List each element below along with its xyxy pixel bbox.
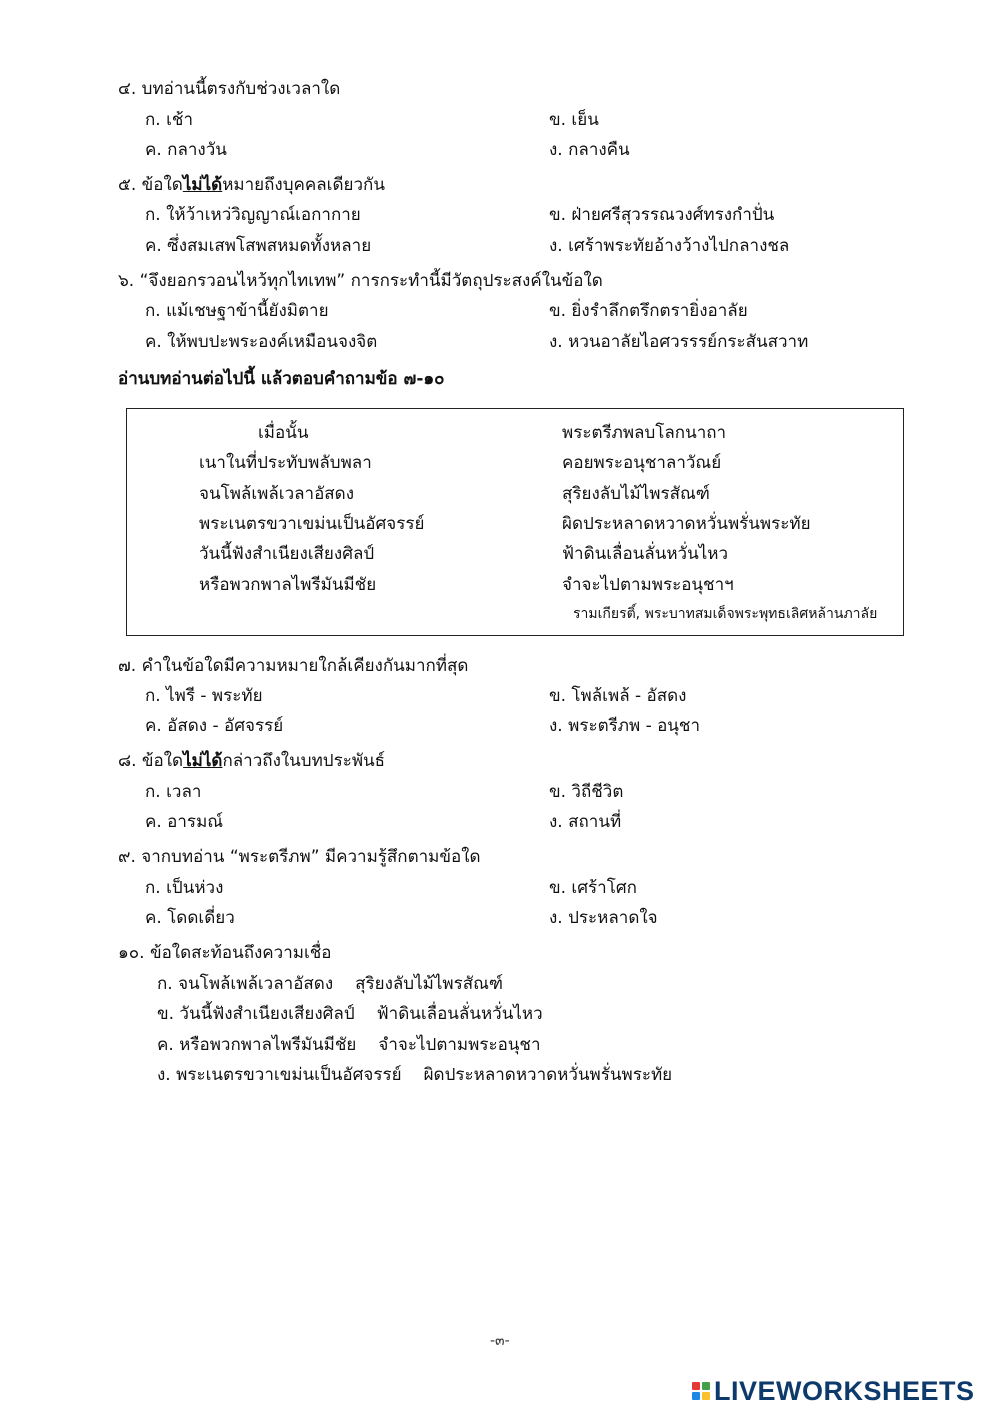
poem-left-line-4: พระเนตรขวาเขม่นเป็นอัศจรรย์ [199,514,425,534]
question-5-option-b[interactable]: ข. ฝ่ายศรีสุวรรณวงศ์ทรงกำปั่น [549,205,775,225]
question-8-stem-post: กล่าวถึงในบทประพันธ์ [222,751,386,771]
question-6-option-d[interactable]: ง. หวนอาลัยไอศวรรรย์กระสันสวาท [549,332,809,352]
poem-citation: รามเกียรติ์, พระบาทสมเด็จพระพุทธเลิศหล้านภาลัย [573,606,878,622]
question-9-option-a[interactable]: ก. เป็นห่วง [145,878,224,898]
question-10-stem: ๑๐. ข้อใดสะท้อนถึงความเชื่อ [118,943,332,963]
question-10-option-a[interactable] [157,973,503,995]
question-5-option-d[interactable]: ง. เศร้าพระทัยอ้างว้างไปกลางชล [549,236,790,256]
question-4-option-d[interactable]: ง. กลางคืน [549,140,630,160]
liveworksheets-logo [692,1376,975,1406]
logo-badge-icon [692,1382,710,1400]
poem-left-line-1: เมื่อนั้น [258,423,309,443]
question-8-stem-pre: ๘. ข้อใด [118,751,184,771]
logo-text: LIVEWORKSHEETS [714,1375,975,1406]
question-5-stem-emphasis: ไม่ได้ [182,175,223,195]
question-7-option-a[interactable]: ก. ไพรี - พระทัย [145,686,263,706]
question-6-option-c[interactable]: ค. ให้พบปะพระองค์เหมือนจงจิต [145,332,378,352]
question-5-option-a[interactable]: ก. ให้ว้าเหว่วิญญาณ์เอกากาย [145,205,361,225]
poem-right-line-3: สุริยงลับไม้ไพรสัณฑ์ [562,484,710,504]
question-8-option-c[interactable]: ค. อารมณ์ [145,812,224,832]
question-5-option-c[interactable]: ค. ซึ่งสมเสพโสพสหมดทั้งหลาย [145,236,372,256]
poem-left-line-5: วันนี้ฟังสำเนียงเสียงศิลป์ [199,544,375,564]
poem-left-line-3: จนโพล้เพล้เวลาอัสดง [199,484,355,504]
question-4-option-b[interactable]: ข. เย็น [549,110,599,130]
question-8-option-a[interactable]: ก. เวลา [145,782,202,802]
question-8-option-d[interactable]: ง. สถานที่ [549,812,622,832]
poem-right-line-2: คอยพระอนุชาลาวัณย์ [562,453,722,473]
poem-right-line-4: ผิดประหลาดหวาดหวั่นพรั่นพระทัย [562,514,811,534]
question-4-stem: ๔. บทอ่านนี้ตรงกับช่วงเวลาใด [118,79,341,99]
question-7-stem: ๗. คำในข้อใดมีความหมายใกล้เคียงกันมากที่สุด [118,656,469,676]
question-10-option-c-first: ค. หรือพวกพาลไพรีมันมีชัย [157,1035,357,1055]
logo-square-1 [692,1382,700,1390]
question-5-stem [118,174,385,196]
question-10-option-b-second: ฟ้าดินเลื่อนลั่นหวั่นไหว [376,1004,543,1024]
question-7-option-d[interactable]: ง. พระตรีภพ - อนุชา [549,716,701,736]
question-8-stem [118,750,385,772]
reading-instruction: อ่านบทอ่านต่อไปนี้ แล้วตอบคำถามข้อ ๗-๑๐ [118,369,445,389]
question-9-option-c[interactable]: ค. โดดเดี่ยว [145,908,235,928]
logo-square-3 [692,1392,700,1400]
question-4-option-c[interactable]: ค. กลางวัน [145,140,227,160]
question-10-option-b-first: ข. วันนี้ฟังสำเนียงเสียงศิลป์ [157,1004,355,1024]
question-8-stem-emphasis: ไม่ได้ [183,751,223,771]
question-9-option-d[interactable]: ง. ประหลาดใจ [549,908,658,928]
question-10-option-a-second: สุริยงลับไม้ไพรสัณฑ์ [355,974,504,994]
question-10-option-b[interactable] [157,1003,543,1025]
logo-square-4 [702,1392,710,1400]
poem-right-line-6: จำจะไปตามพระอนุชาฯ [562,575,734,595]
question-10-option-d-first: ง. พระเนตรขวาเขม่นเป็นอัศจรรย์ [157,1065,402,1085]
question-10-option-a-first: ก. จนโพล้เพล้เวลาอัสดง [157,974,334,994]
question-5-stem-post: หมายถึงบุคคลเดียวกัน [222,175,385,195]
question-10-option-d[interactable] [157,1064,672,1086]
poem-right-line-5: ฟ้าดินเลื่อนลั่นหวั่นไหว [562,544,729,564]
question-6-stem: ๖. “จึงยอกรวอนไหว้ทุกไทเทพ” การกระทำนี้มีวัตถุประสงค์ในข้อใด [118,271,603,291]
question-7-option-c[interactable]: ค. อัสดง - อัศจรรย์ [145,716,284,736]
question-10-option-d-second: ผิดประหลาดหวาดหวั่นพรั่นพระทัย [423,1065,673,1085]
question-9-stem: ๙. จากบทอ่าน “พระตรีภพ” มีความรู้สึกตามข้อใด [118,847,481,867]
poem-left-line-6: หรือพวกพาลไพรีมันมีชัย [199,575,377,595]
question-6-option-b[interactable]: ข. ยิ่งรำลึกตรึกตรายิ่งอาลัย [549,301,748,321]
question-7-option-b[interactable]: ข. โพล้เพล้ - อัสดง [549,686,687,706]
logo-square-2 [702,1382,710,1390]
question-9-option-b[interactable]: ข. เศร้าโศก [549,878,637,898]
question-10-option-c[interactable] [157,1034,541,1056]
poem-left-line-2: เนาในที่ประทับพลับพลา [199,453,372,473]
question-4-option-a[interactable]: ก. เช้า [145,110,193,130]
question-8-option-b[interactable]: ข. วิถีชีวิต [549,782,624,802]
question-6-option-a[interactable]: ก. แม้เชษฐาข้านี้ยังมิตาย [145,301,329,321]
question-5-stem-pre: ๕. ข้อใด [118,175,183,195]
question-10-option-c-second: จำจะไปตามพระอนุชา [378,1035,541,1055]
poem-right-line-1: พระตรีภพลบโลกนาถา [562,423,727,443]
page-number: -๓- [490,1333,510,1349]
